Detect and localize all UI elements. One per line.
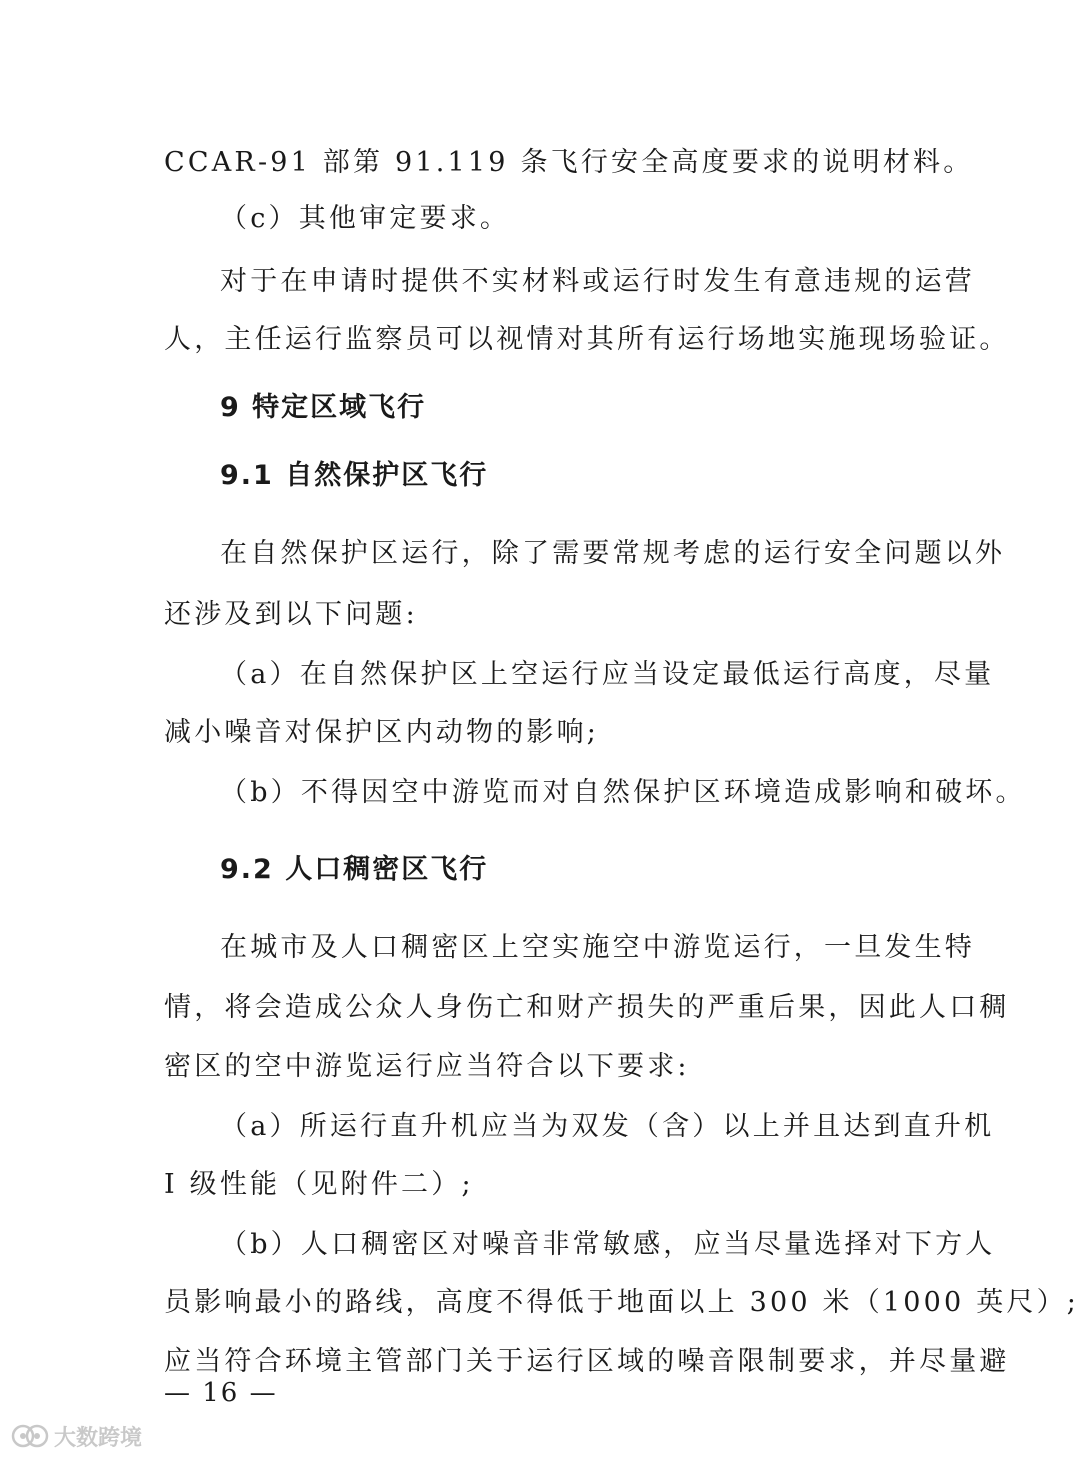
paragraph-line: 对于在申请时提供不实材料或运行时发生有意违规的运营 [220,266,975,297]
list-item-a: （a）所运行直升机应当为双发（含）以上并且达到直升机 [220,1111,995,1142]
paragraph-line: 人，主任运行监察员可以视情对其所有运行场地实施现场验证。 [164,324,1010,355]
paragraph-line: 在自然保护区运行，除了需要常规考虑的运行安全问题以外 [220,538,1006,569]
page-number: — 16 — [164,1378,278,1408]
paragraph-line: 应当符合环境主管部门关于运行区域的噪音限制要求，并尽量避 [164,1346,1010,1377]
paragraph-line: 在城市及人口稠密区上空实施空中游览运行，一旦发生特 [220,932,975,963]
list-item-c: （c）其他审定要求。 [220,203,511,234]
watermark [10,1419,142,1453]
section-heading-9-2: 9.2 人口稠密区飞行 [220,854,489,885]
paragraph-line: 情，将会造成公众人身伤亡和财产损失的严重后果，因此人口稠 [164,992,1010,1023]
paragraph-line: 员影响最小的路线，高度不得低于地面以上 300 米（1000 英尺）; [164,1287,1080,1318]
paragraph-line: CCAR-91 部第 91.119 条飞行安全高度要求的说明材料。 [164,147,974,178]
section-heading-9-1: 9.1 自然保护区飞行 [220,460,489,491]
watermark-text: 大数跨境 [54,1425,143,1451]
watermark-logo-icon [10,1421,50,1451]
section-heading-9: 9 特定区域飞行 [220,392,427,423]
paragraph-line: 密区的空中游览运行应当符合以下要求: [164,1051,690,1082]
list-item-b: （b）不得因空中游览而对自然保护区环境造成影响和破坏。 [220,777,1026,808]
list-item-a: （a）在自然保护区上空运行应当设定最低运行高度，尽量 [220,659,995,690]
paragraph-line: 减小噪音对保护区内动物的影响; [164,717,600,748]
paragraph-line: I 级性能（见附件二）; [164,1169,474,1200]
paragraph-line: 还涉及到以下问题: [164,599,418,630]
list-item-b: （b）人口稠密区对噪音非常敏感，应当尽量选择对下方人 [220,1229,996,1260]
